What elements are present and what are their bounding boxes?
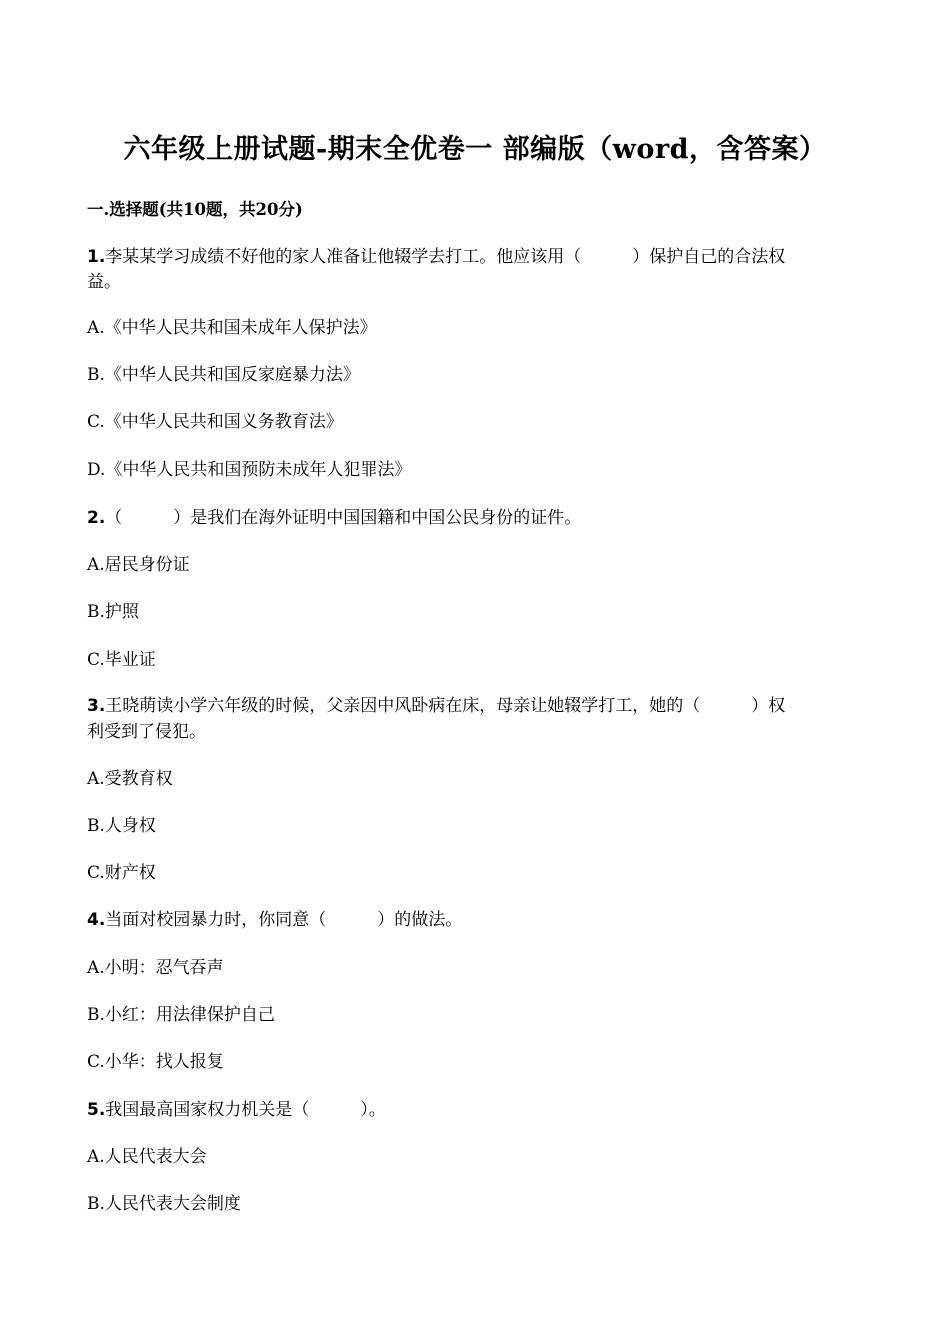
question-3-stem-line2: 利受到了侵犯。: [87, 722, 206, 742]
question-4-number: 4.: [87, 910, 106, 930]
question-4-option-b[interactable]: B.小红：用法律保护自己: [87, 1005, 275, 1025]
question-1-option-a[interactable]: A.《中华人民共和国未成年人保护法》: [87, 318, 377, 338]
question-1-stem-line1: [87, 244, 867, 270]
question-1-option-c[interactable]: C.《中华人民共和国义务教育法》: [87, 412, 343, 432]
question-2-option-a[interactable]: A.居民身份证: [87, 555, 190, 575]
question-5-option-b[interactable]: B.人民代表大会制度: [87, 1194, 241, 1214]
question-1-option-b[interactable]: B.《中华人民共和国反家庭暴力法》: [87, 365, 360, 385]
question-5-stem-line1: [87, 1097, 867, 1123]
question-4-stem-text: 当面对校园暴力时，你同意（ ）的做法。: [105, 910, 463, 930]
question-4-option-a[interactable]: A.小明：忍气吞声: [87, 958, 224, 978]
question-1-number: 1.: [87, 247, 106, 267]
question-2-option-b[interactable]: B.护照: [87, 602, 139, 622]
question-4-option-c[interactable]: C.小华：找人报复: [87, 1052, 224, 1072]
question-3-stem-text: 王晓萌读小学六年级的时候，父亲因中风卧病在床，母亲让她辍学打工，她的（ ）权: [105, 696, 786, 716]
question-3-stem-line1: [87, 693, 867, 719]
question-2-number: 2.: [87, 508, 106, 528]
document-title: 六年级上册试题-期末全优卷一 部编版（word，含答案）: [123, 134, 827, 165]
question-5-option-a[interactable]: A.人民代表大会: [87, 1147, 207, 1167]
question-4-stem-line1: [87, 907, 867, 933]
question-5-number: 5.: [87, 1100, 106, 1120]
question-5-stem-text: 我国最高国家权力机关是（ ）。: [105, 1100, 386, 1120]
question-2-stem-text: （ ）是我们在海外证明中国国籍和中国公民身份的证件。: [105, 508, 582, 528]
question-3-option-b[interactable]: B.人身权: [87, 816, 156, 836]
section-heading: 一.选择题(共10题，共20分): [87, 200, 303, 219]
question-3-option-a[interactable]: A.受教育权: [87, 769, 173, 789]
question-3-number: 3.: [87, 696, 106, 716]
question-2-option-c[interactable]: C.毕业证: [87, 650, 156, 670]
question-1-stem-line2: 益。: [87, 272, 121, 292]
question-1-option-d[interactable]: D.《中华人民共和国预防未成年人犯罪法》: [87, 460, 412, 480]
question-2-stem-line1: [87, 505, 867, 531]
question-1-stem-text: 李某某学习成绩不好他的家人准备让他辍学去打工。他应该用（ ）保护自己的合法权: [105, 247, 786, 267]
question-3-option-c[interactable]: C.财产权: [87, 863, 156, 883]
